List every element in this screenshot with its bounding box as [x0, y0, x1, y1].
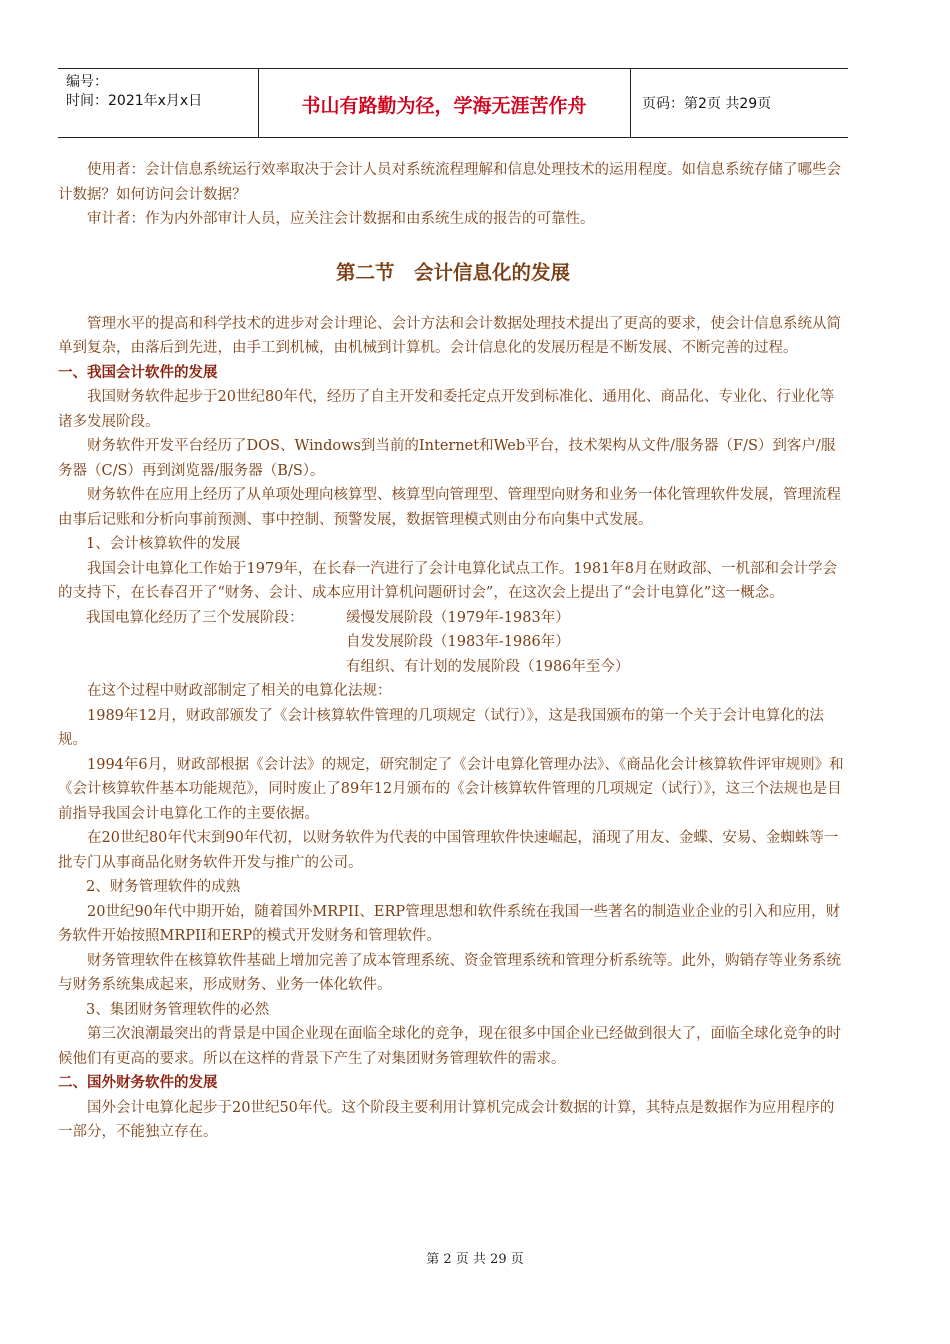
document-body — [58, 158, 848, 1145]
paragraph: 财务管理软件在核算软件基础上增加完善了成本管理系统、资金管理系统和管理分析系统等。此外，购销存等业务系统与财务系统集成起来，形成财务、业务一体化软件。 — [58, 952, 841, 993]
paragraph: 国外会计电算化起步于20世纪50年代。这个阶段主要利用计算机完成会计数据的计算，其特点是数据作为应用程序的一部分，不能独立存在。 — [58, 1099, 835, 1140]
section-title: 第二节 会计信息化的发展 — [335, 260, 570, 284]
page-footer: 第 2 页 共 29 页 — [426, 1252, 524, 1267]
stages-label: 我国电算化经历了三个发展阶段： — [86, 609, 304, 626]
stage-item: 自发发展阶段（1983年-1986年） — [346, 634, 570, 650]
paragraph: 20世纪90年代中期开始，随着国外MRPII、ERP管理思想和软件系统在我国一些著名的制造业企业的引入和应用，财务软件开始按照MRPII和ERP的模式开发财务和管理软件。 — [58, 903, 841, 944]
paragraph: 在这个过程中财政部制定了相关的电算化法规： — [87, 683, 392, 699]
subheading: 2、财务管理软件的成熟 — [86, 879, 241, 895]
paragraph: 使用者：会计信息系统运行效率取决于会计人员对系统流程理解和信息处理技术的运用程度。如信息系统存储了哪些会计数据？如何访问会计数据？ — [58, 162, 841, 203]
paragraph: 我国会计电算化工作始于1979年，在长春一汽进行了会计电算化试点工作。1981年8月在财政部、一机部和会计学会的支持下，在长春召开了“财务、会计、成本应用计算机问题研讨会”，在这次会上提出了“会计电算化”这一概念。 — [58, 560, 838, 601]
stage-item: 有组织、有计划的发展阶段（1986年至今） — [346, 658, 630, 675]
time-label: 时间：2021年x月x日 — [66, 93, 203, 109]
heading-domestic: 一、我国会计软件的发展 — [58, 364, 218, 381]
heading-foreign: 二、国外财务软件的发展 — [58, 1075, 218, 1091]
subheading: 3、集团财务管理软件的必然 — [86, 1001, 270, 1018]
header-divider — [630, 69, 631, 137]
header-motto: 书山有路勤为径，学海无涯苦作舟 — [301, 95, 587, 117]
paragraph: 管理水平的提高和科学技术的进步对会计理论、会计方法和会计数据处理技术提出了更高的要求，使会计信息系统从简单到复杂，由落后到先进，由手工到机械，由机械到计算机。会计信息化的发展历程是不断发展、不断完善的过程。 — [58, 315, 841, 356]
stage-item: 缓慢发展阶段（1979年-1983年） — [346, 609, 570, 626]
paragraph: 财务软件开发平台经历了DOS、Windows到当前的Internet和Web平台，技术架构从文件/服务器（F/S）到客户/服务器（C/S）再到浏览器/服务器（B/S）。 — [58, 438, 836, 479]
paragraph: 在20世纪80年代末到90年代初，以财务软件为代表的中国管理软件快速崛起，涌现了用友、金蝶、安易、金蜘蛛等一批专门从事商品化财务软件开发与推广的公司。 — [58, 830, 839, 871]
paragraph: 我国财务软件起步于20世纪80年代，经历了自主开发和委托定点开发到标准化、通用化、商品化、专业化、行业化等诸多发展阶段。 — [58, 389, 835, 430]
stage-row — [58, 606, 848, 631]
header-page-number: 页码：第2页 共29页 — [642, 96, 772, 112]
subheading: 1、会计核算软件的发展 — [86, 536, 241, 552]
paragraph: 1989年12月，财政部颁发了《会计核算软件管理的几项规定（试行）》，这是我国颁布的第一个关于会计电算化的法规。 — [58, 707, 824, 748]
header-meta — [66, 73, 202, 111]
paragraph: 1994年6月，财政部根据《会计法》的规定，研究制定了《会计电算化管理办法》、《商品化会计核算软件评审规则》和《会计核算软件基本功能规范》，同时废止了89年12月颁布的《会计核算软件管理的几项规定（试行）》，这三个法规也是目前指导我国会计电算化工作的主要依据。 — [58, 756, 844, 822]
paragraph: 第三次浪潮最突出的背景是中国企业现在面临全球化的竞争，现在很多中国企业已经做到很大了，面临全球化竞争的时候他们有更高的要求。所以在这样的背景下产生了对集团财务管理软件的需求。 — [58, 1026, 841, 1067]
paragraph: 财务软件在应用上经历了从单项处理向核算型、核算型向管理型、管理型向财务和业务一体化管理软件发展，管理流程由事后记账和分析向事前预测、事中控制、预警发展，数据管理模式则由分布向集中式发展。 — [58, 487, 841, 528]
code-label: 编号： — [66, 74, 108, 90]
stage-row — [58, 655, 848, 680]
stage-row — [58, 630, 848, 655]
paragraph: 审计者：作为内外部审计人员，应关注会计数据和由系统生成的报告的可靠性。 — [87, 211, 595, 227]
page-header — [58, 68, 848, 138]
